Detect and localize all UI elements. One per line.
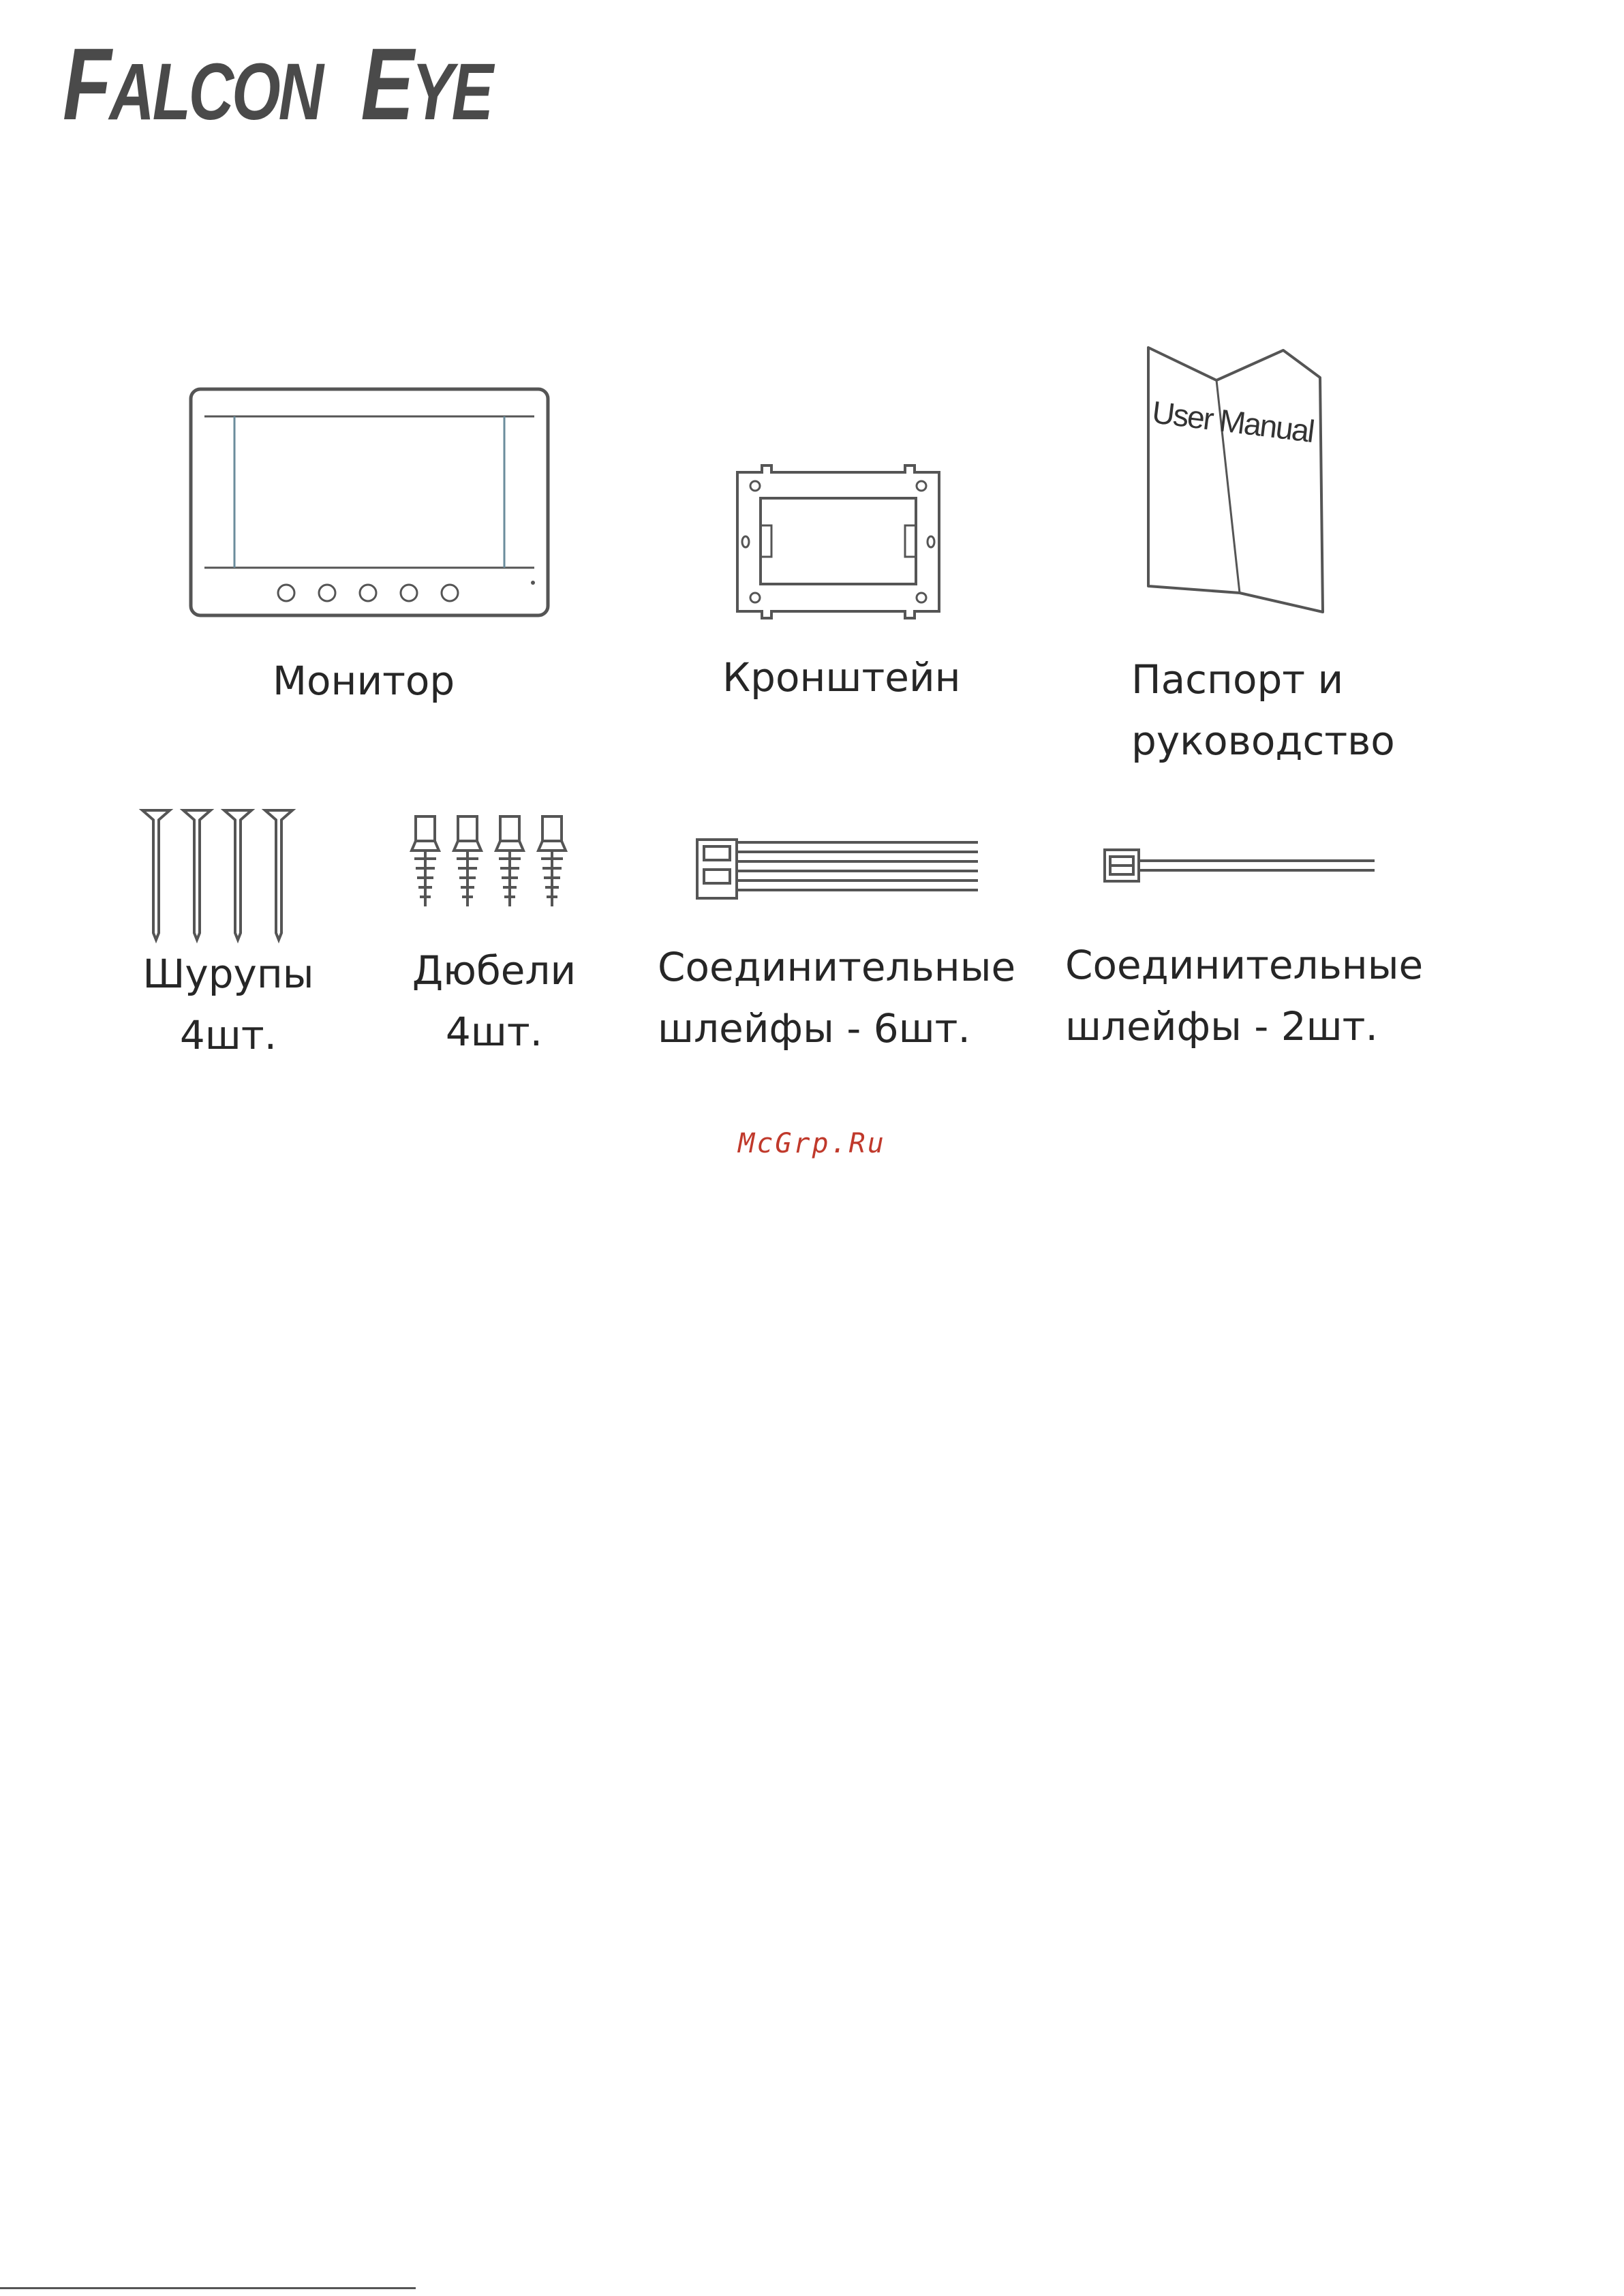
manual-illustration [1135, 341, 1339, 617]
manual-cover-text: User Manual [1150, 394, 1317, 450]
cable-6-illustration [692, 831, 985, 900]
label-bracket: Кронштейн [722, 654, 961, 701]
dowels-illustration [409, 811, 579, 913]
label-screws: Шурупы 4шт. [142, 951, 314, 1058]
brand-logo-first: FALCON [63, 27, 322, 141]
watermark: McGrp.Ru [738, 1128, 886, 1159]
label-dowels: Дюбели 4шт. [412, 947, 577, 1055]
label-manual: Паспорт и руководство [1131, 656, 1395, 764]
label-cable-2: Соединительные шлейфы - 2шт. [1065, 942, 1424, 1050]
brand-logo-second: EYE [361, 27, 491, 141]
label-cable-6: Соединительные шлейфы - 6шт. [658, 944, 1016, 1052]
monitor-illustration [185, 385, 553, 624]
footer-divider [0, 2287, 416, 2289]
screws-illustration [140, 808, 310, 944]
label-monitor: Монитор [273, 658, 455, 704]
bracket-illustration [722, 460, 954, 624]
brand-logo [63, 27, 491, 141]
cable-2-illustration [1101, 842, 1380, 889]
